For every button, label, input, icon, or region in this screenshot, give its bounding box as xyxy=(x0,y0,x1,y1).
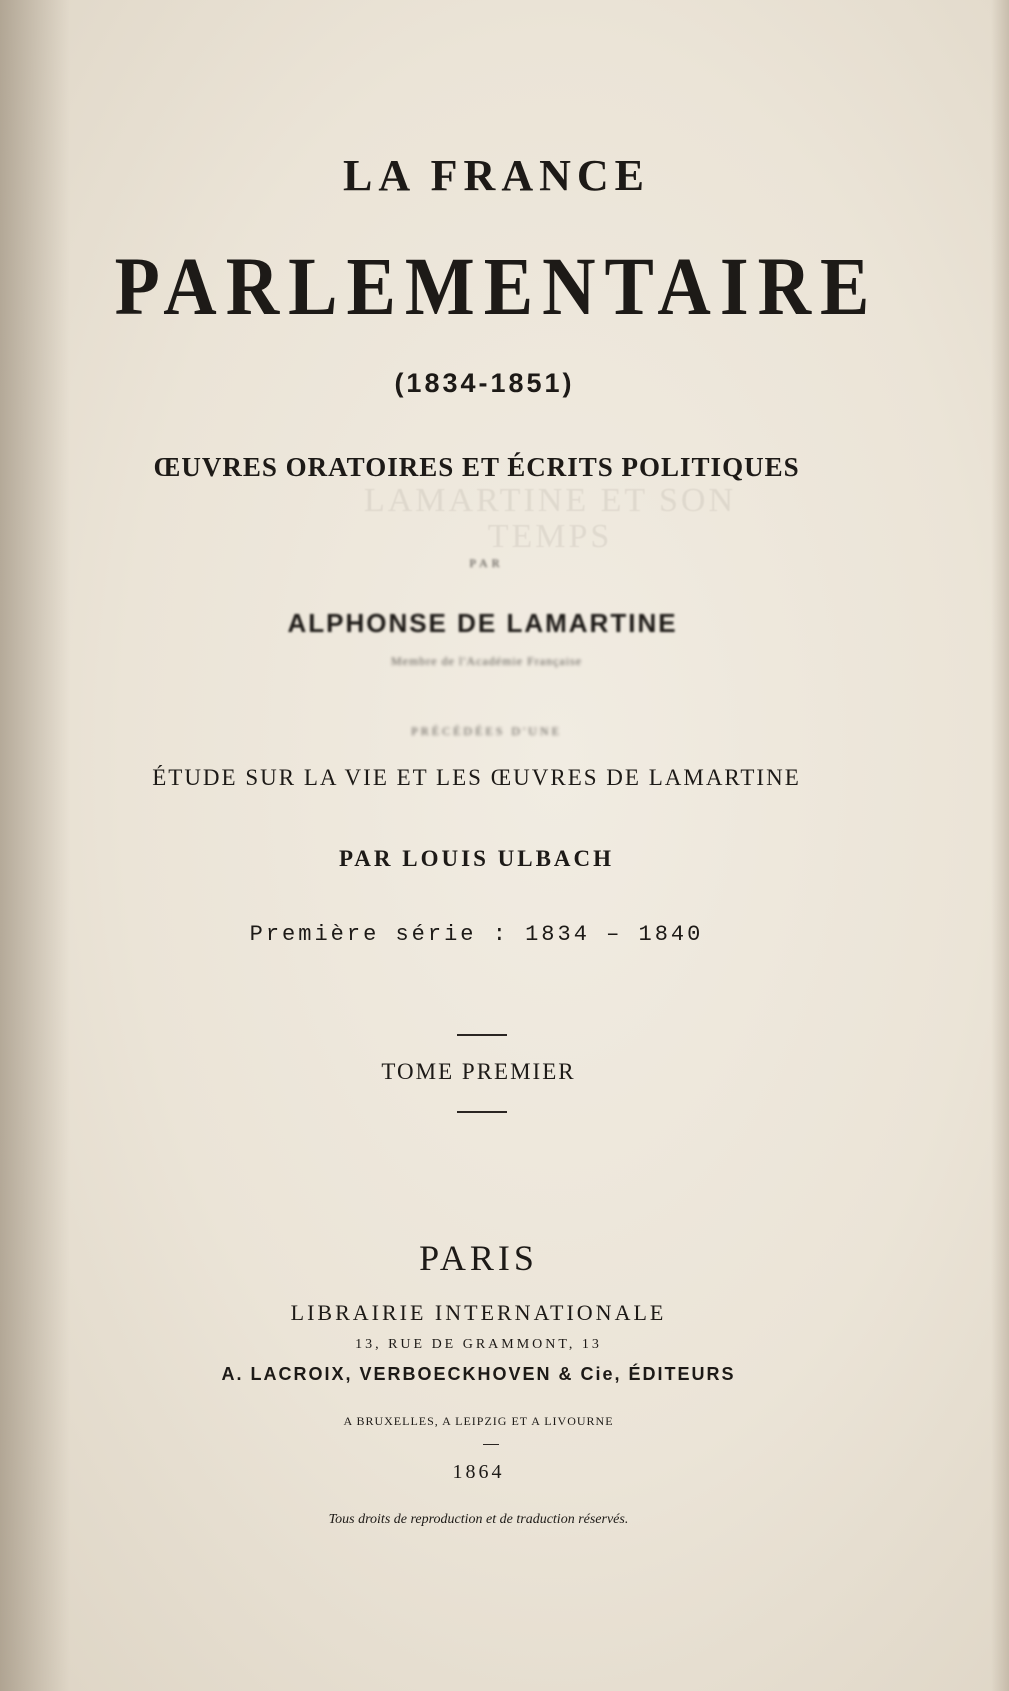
preceded-label: PRÉCÉDÉES D'UNE xyxy=(411,724,562,738)
title-line-2: PARLEMENTAIRE xyxy=(114,241,879,333)
branches: A BRUXELLES, A LEIPZIG ET A LIVOURNE xyxy=(343,1414,614,1428)
editors: A. LACROIX, VERBOECKHOVEN & Cie, ÉDITEURS xyxy=(221,1364,736,1384)
series-label: Première série : 1834 – 1840 xyxy=(249,922,704,947)
rule-top xyxy=(457,1034,507,1036)
rule-small xyxy=(483,1444,499,1445)
by-label: PAR xyxy=(469,556,504,570)
study-author: PAR LOUIS ULBACH xyxy=(338,846,615,871)
subtitle: ŒUVRES ORATOIRES ET ÉCRITS POLITIQUES xyxy=(153,452,800,482)
rights-notice: Tous droits de reproduction et de traduction réservés. xyxy=(328,1512,629,1527)
author-note: Membre de l'Académie Française xyxy=(390,654,583,668)
publisher: LIBRAIRIE INTERNATIONALE xyxy=(290,1300,667,1325)
author-name: ALPHONSE DE LAMARTINE xyxy=(287,608,678,638)
rule-bottom xyxy=(457,1111,507,1113)
title-line-1: LA FRANCE xyxy=(342,151,651,200)
publication-year: 1864 xyxy=(452,1461,505,1483)
volume-label: TOME PREMIER xyxy=(381,1059,576,1084)
bleed-through-heading: LAMARTINE ET SON TEMPS xyxy=(363,482,737,555)
title-dates: (1834-1851) xyxy=(394,368,575,398)
publisher-address: 13, RUE DE GRAMMONT, 13 xyxy=(355,1337,602,1352)
study-title: ÉTUDE SUR LA VIE ET LES ŒUVRES DE LAMARTINE xyxy=(152,765,801,790)
city: PARIS xyxy=(419,1238,538,1278)
